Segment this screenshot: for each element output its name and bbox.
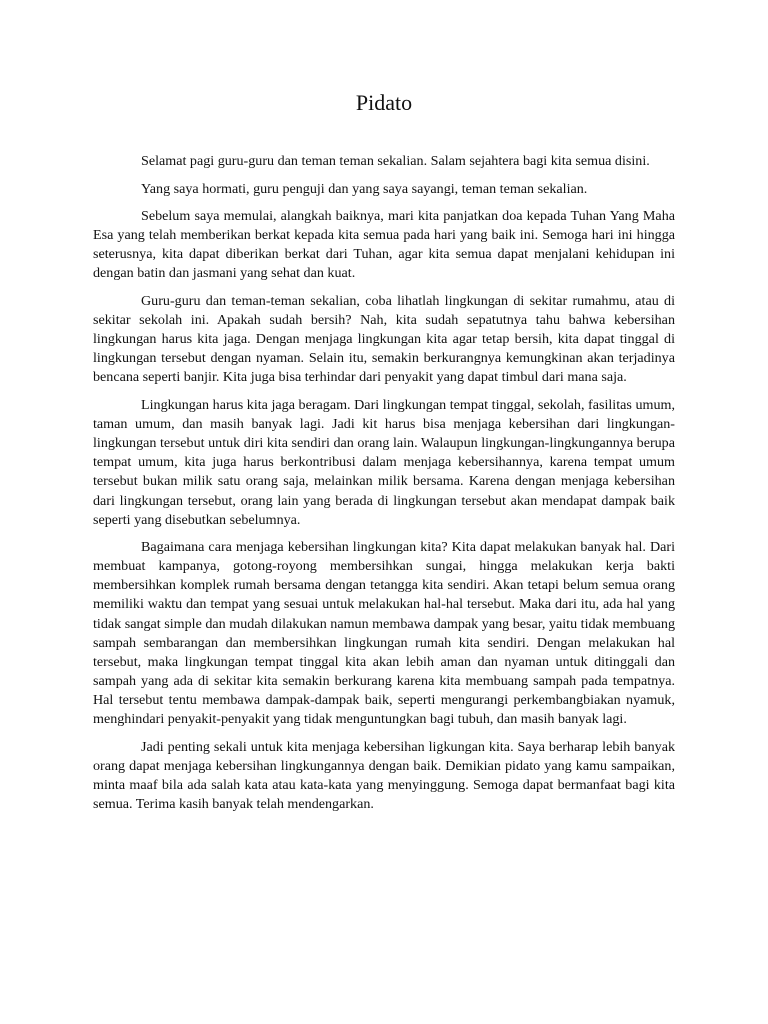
- paragraph-places: Lingkungan harus kita jaga beragam. Dari lingkungan tempat tinggal, sekolah, fasilitas umum, taman umum, dan masih banyak lagi. Jadi kit harus bisa menjaga kebersihan dari lingkungan-lingkungan tersebut untuk diri kita sendiri dan orang lain. Walaupun lingkungan-lingkungannya berupa tempat umum, kita juga harus berkontribusi dalam menjaga kebersihannya, karena tempat umum tersebut bukan milik satu orang saja, melainkan milik bersama. Karena dengan menjaga kebersihan dari lingkungan tersebut, orang lain yang berada di lingkungan tersebut akan mendapat dampak baik seperti yang disebutkan sebelumnya.: [93, 397, 675, 528]
- paragraph-methods: Bagaimana cara menjaga kebersihan lingkungan kita? Kita dapat melakukan banyak hal. Dari membuat kampanya, gotong-royong membersihkan sungai, hingga melakukan kerja bakti membersihkan komplek rumah bersama dengan tetangga kita sendiri. Akan tetapi belum semua orang memiliki waktu dan tempat yang sesuai untuk melakukan hal-hal tersebut. Maka dari itu, ada hal yang tidak sangat simple dan mudah dilakukan namun membawa dampak yang besar, yaitu tidak membuang sampah sembarangan dan membersihkan lingkungan rumah kita sendiri. Dengan melakukan hal tersebut, maka lingkungan tempat tinggal kita akan lebih aman dan nyaman untuk ditinggali dan sampah yang ada di sekitar kita semakin berkurang karena kita membuang sampah pada tempatnya. Hal tersebut tentu membawa dampak-dampak baik, seperti mengurangi perkembangbiakan nyamuk, menghindari penyakit-penyakit yang tidak menguntungkan bagi tubuh, dan masih banyak lagi.: [93, 539, 675, 728]
- paragraph-respect: Yang saya hormati, guru penguji dan yang saya sayangi, teman teman sekalian.: [141, 180, 588, 197]
- document-body: [93, 152, 675, 823]
- paragraph-closing: Jadi penting sekali untuk kita menjaga kebersihan ligkungan kita. Saya berharap lebih banyak orang dapat menjaga kebersihan lingkungannya dengan baik. Demikian pidato yang kamu sampaikan, minta maaf bila ada salah kata atau kata-kata yang menyinggung. Semoga dapat bermanfaat bagi kita semua. Terima kasih banyak telah mendengarkan.: [93, 738, 675, 812]
- document-title: Pidato: [355, 90, 413, 115]
- paragraph-prayer: Sebelum saya memulai, alangkah baiknya, mari kita panjatkan doa kepada Tuhan Yang Maha Esa yang telah memberikan berkat kepada kita semua pada hari yang baik ini. Semoga hari ini hingga seterusnya, kita dapat diberikan berkat dari Tuhan, agar kita semua dapat menjalani kehidupan ini dengan batin dan jasmani yang sehat dan kuat.: [93, 208, 675, 282]
- paragraph-environment: Guru-guru dan teman-teman sekalian, coba lihatlah lingkungan di sekitar rumahmu, atau di sekitar sekolah ini. Apakah sudah bersih? Nah, kita sudah sepatutnya tahu bahwa kebersihan lingkungan harus kita jaga. Dengan menjaga lingkungan kita agar tetap bersih, kita dapat tinggal di lingkungan tersebut dengan nyaman. Selain itu, semakin berkurangnya kemungkinan akan terjadinya bencana seperti banjir. Kita juga bisa terhindar dari penyakit yang dapat timbul dari mana saja.: [93, 293, 675, 386]
- paragraph-greeting: Selamat pagi guru-guru dan teman teman sekalian. Salam sejahtera bagi kita semua disini.: [141, 153, 650, 169]
